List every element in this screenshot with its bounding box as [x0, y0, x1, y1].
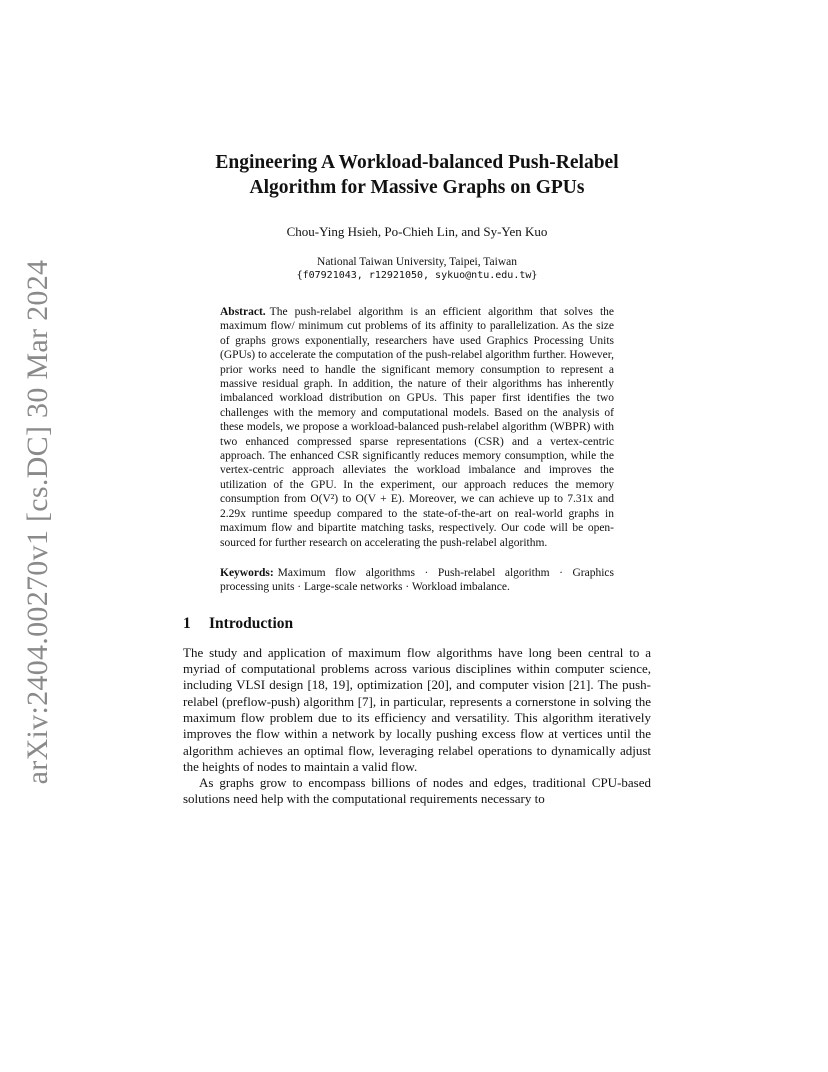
- introduction-body: [183, 645, 651, 808]
- author-emails: {f07921043, r12921050, sykuo@ntu.edu.tw}: [296, 270, 538, 281]
- arxiv-identifier: arXiv:2404.00270v1 [cs.DC] 30 Mar 2024: [21, 259, 54, 785]
- abstract-label: Abstract.: [220, 306, 266, 318]
- keywords-label: Keywords:: [220, 566, 274, 579]
- author-list: Chou-Ying Hsieh, Po-Chieh Lin, and Sy-Yen Kuo: [286, 224, 548, 239]
- affiliation-block: [183, 255, 651, 283]
- keywords-text: Maximum flow algorithms · Push-relabel algorithm · Graphics processing units · Large-scale networks · Workload imbalance.: [220, 566, 614, 594]
- abstract: [220, 305, 614, 550]
- abstract-text: The push-relabel algorithm is an efficient algorithm that solves the maximum flow/ minimum cut problems of its affinity to parallelization. As the size of graphs grows exponentially, researchers have used Graphics Processing Units (GPUs) to accelerate the computation of the push-relabel algorithm further. However, prior works need to handle the significant memory consumption to represent a massive residual graph. In addition, the nature of their algorithms has inherently imbalanced workload distribution on GPUs. This paper first identifies the two challenges with the memory and computational models. Based on the analysis of these models, we propose a workload-balanced push-relabel algorithm (WBPR) with two enhanced compressed sparse representations (CSR) and a vertex-centric approach. The enhanced CSR significantly reduces memory consumption, while the vertex-centric approach alleviates the workload imbalance and improves the utilization of the GPU. In the experiment, our approach reduces the memory consumption from O(V²) to O(V + E). Moreover, we can achieve up to 7.31x and 2.29x runtime speedup compared to the state-of-the-art on real-world graphs in maximum flow and bipartite matching tasks, respectively. Our code will be open-sourced for further research on accelerating the push-relabel algorithm.: [220, 306, 614, 549]
- section-title: Introduction: [209, 614, 294, 632]
- introduction-paragraph-1: The study and application of maximum flow algorithms have long been central to a myriad of computational problems across various disciplines within computer science, including VLSI design [18, 19], optimization [20], and computer vision [21]. The push-relabel (preflow-push) algorithm [7], in particular, represents a cornerstone in solving the maximum flow problem due to its efficiency and versatility. This algorithm iteratively improves the flow within a network by locally pushing excess flow at vertices until the algorithm achieves an optimal flow, leveraging relabel operations to dynamically adjust the heights of nodes to maintain a valid flow.: [183, 644, 651, 774]
- paper-title: [183, 150, 651, 200]
- section-heading-introduction: [183, 615, 651, 633]
- section-number: 1: [183, 614, 191, 632]
- affiliation: National Taiwan University, Taipei, Taiwan: [317, 256, 517, 268]
- keywords: [220, 566, 614, 595]
- title-line-2: Algorithm for Massive Graphs on GPUs: [249, 177, 585, 198]
- title-line-1: Engineering A Workload-balanced Push-Relabel: [215, 152, 619, 173]
- arxiv-identifier-sidebar: [10, 0, 66, 1072]
- introduction-paragraph-2: As graphs grow to encompass billions of nodes and edges, traditional CPU-based solutions need help with the computational requirements necessary to: [183, 775, 651, 807]
- paper-page: [183, 150, 651, 808]
